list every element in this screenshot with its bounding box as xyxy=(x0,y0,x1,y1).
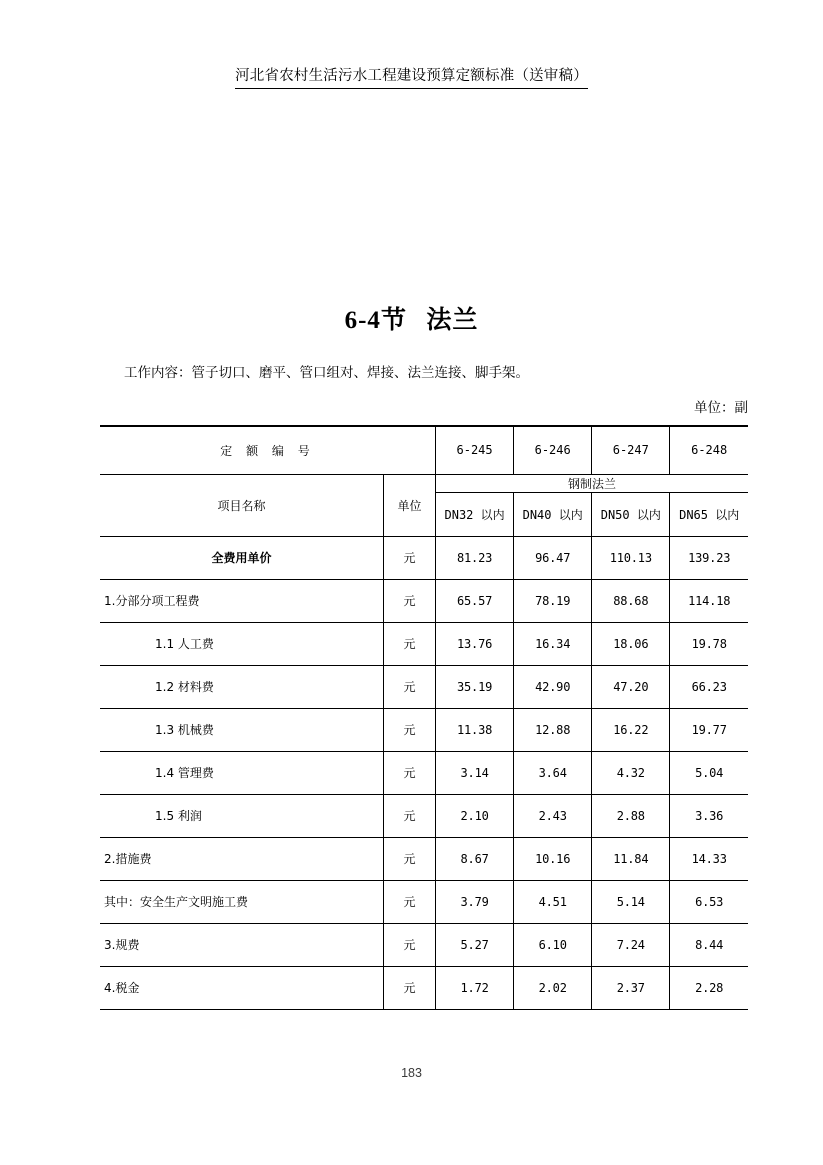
work-content-line: 工作内容：管子切口、磨平、管口组对、焊接、法兰连接、脚手架。 xyxy=(124,365,529,381)
row-value: 19.77 xyxy=(670,708,748,751)
row-value: 78.19 xyxy=(514,579,592,622)
row-value: 42.90 xyxy=(514,665,592,708)
row-value: 2.88 xyxy=(592,794,670,837)
table-row xyxy=(100,966,748,1009)
header-cell-spec-0: DN32 以内 xyxy=(436,492,514,536)
row-value: 3.36 xyxy=(670,794,748,837)
header-cell-code-2: 6-247 xyxy=(592,426,670,474)
row-value: 16.34 xyxy=(514,622,592,665)
row-value: 139.23 xyxy=(670,536,748,579)
row-value: 81.23 xyxy=(436,536,514,579)
unit-note: 单位：副 xyxy=(694,400,748,416)
row-value: 2.43 xyxy=(514,794,592,837)
header-cell-spec-3: DN65 以内 xyxy=(670,492,748,536)
row-value: 8.44 xyxy=(670,923,748,966)
row-value: 3.64 xyxy=(514,751,592,794)
row-unit: 元 xyxy=(383,751,435,794)
row-value: 66.23 xyxy=(670,665,748,708)
table-row xyxy=(100,794,748,837)
header-cell-code-3: 6-248 xyxy=(670,426,748,474)
table-header-row-group xyxy=(100,474,748,492)
row-label: 1.4 管理费 xyxy=(100,751,383,794)
header-cell-code-1: 6-246 xyxy=(514,426,592,474)
header-cell-unit: 单位 xyxy=(383,474,435,536)
header-cell-group: 钢制法兰 xyxy=(436,474,748,492)
row-label: 3.规费 xyxy=(100,923,383,966)
row-value: 19.78 xyxy=(670,622,748,665)
row-label: 其中：安全生产文明施工费 xyxy=(100,880,383,923)
row-value: 5.04 xyxy=(670,751,748,794)
header-cell-spec-1: DN40 以内 xyxy=(514,492,592,536)
row-value: 3.14 xyxy=(436,751,514,794)
table-row xyxy=(100,880,748,923)
row-label: 全费用单价 xyxy=(100,536,383,579)
row-value: 6.10 xyxy=(514,923,592,966)
row-value: 10.16 xyxy=(514,837,592,880)
row-value: 3.79 xyxy=(436,880,514,923)
row-label: 1.5 利润 xyxy=(100,794,383,837)
row-value: 14.33 xyxy=(670,837,748,880)
row-unit: 元 xyxy=(383,923,435,966)
cost-table-body xyxy=(100,426,748,1009)
row-value: 16.22 xyxy=(592,708,670,751)
row-value: 12.88 xyxy=(514,708,592,751)
row-value: 6.53 xyxy=(670,880,748,923)
row-unit: 元 xyxy=(383,708,435,751)
row-value: 88.68 xyxy=(592,579,670,622)
row-unit: 元 xyxy=(383,880,435,923)
header-cell-code-label: 定 额 编 号 xyxy=(100,426,436,474)
row-value: 110.13 xyxy=(592,536,670,579)
row-value: 65.57 xyxy=(436,579,514,622)
row-unit: 元 xyxy=(383,837,435,880)
row-unit: 元 xyxy=(383,536,435,579)
row-unit: 元 xyxy=(383,622,435,665)
row-value: 7.24 xyxy=(592,923,670,966)
row-value: 4.51 xyxy=(514,880,592,923)
row-value: 2.02 xyxy=(514,966,592,1009)
row-value: 2.37 xyxy=(592,966,670,1009)
row-unit: 元 xyxy=(383,579,435,622)
row-value: 2.28 xyxy=(670,966,748,1009)
row-value: 11.84 xyxy=(592,837,670,880)
row-value: 18.06 xyxy=(592,622,670,665)
table-row xyxy=(100,837,748,880)
running-header xyxy=(0,66,823,89)
header-cell-item-name: 项目名称 xyxy=(100,474,383,536)
running-header-text: 河北省农村生活污水工程建设预算定额标准（送审稿） xyxy=(235,66,588,89)
section-number: 6-4 xyxy=(344,307,381,334)
row-value: 114.18 xyxy=(670,579,748,622)
row-value: 11.38 xyxy=(436,708,514,751)
table-header-row-code xyxy=(100,426,748,474)
row-label: 1.3 机械费 xyxy=(100,708,383,751)
row-unit: 元 xyxy=(383,794,435,837)
row-value: 13.76 xyxy=(436,622,514,665)
row-value: 5.14 xyxy=(592,880,670,923)
row-unit: 元 xyxy=(383,966,435,1009)
page-number: 183 xyxy=(401,1066,422,1080)
header-cell-spec-2: DN50 以内 xyxy=(592,492,670,536)
row-value: 2.10 xyxy=(436,794,514,837)
row-value: 5.27 xyxy=(436,923,514,966)
header-cell-code-0: 6-245 xyxy=(436,426,514,474)
cost-table xyxy=(100,425,748,1010)
table-row xyxy=(100,622,748,665)
row-value: 8.67 xyxy=(436,837,514,880)
cost-table-wrapper xyxy=(100,425,748,1010)
row-label: 4.税金 xyxy=(100,966,383,1009)
row-value: 4.32 xyxy=(592,751,670,794)
table-row xyxy=(100,579,748,622)
section-name: 法兰 xyxy=(426,305,479,334)
table-row xyxy=(100,536,748,579)
row-value: 47.20 xyxy=(592,665,670,708)
row-label: 1.2 材料费 xyxy=(100,665,383,708)
row-value: 96.47 xyxy=(514,536,592,579)
section-label: 节 xyxy=(380,305,407,334)
table-row xyxy=(100,923,748,966)
table-row xyxy=(100,751,748,794)
row-unit: 元 xyxy=(383,665,435,708)
row-value: 1.72 xyxy=(436,966,514,1009)
table-row xyxy=(100,708,748,751)
row-label: 1.1 人工费 xyxy=(100,622,383,665)
page-title xyxy=(0,300,823,336)
row-label: 2.措施费 xyxy=(100,837,383,880)
table-row xyxy=(100,665,748,708)
row-label: 1.分部分项工程费 xyxy=(100,579,383,622)
row-value: 35.19 xyxy=(436,665,514,708)
